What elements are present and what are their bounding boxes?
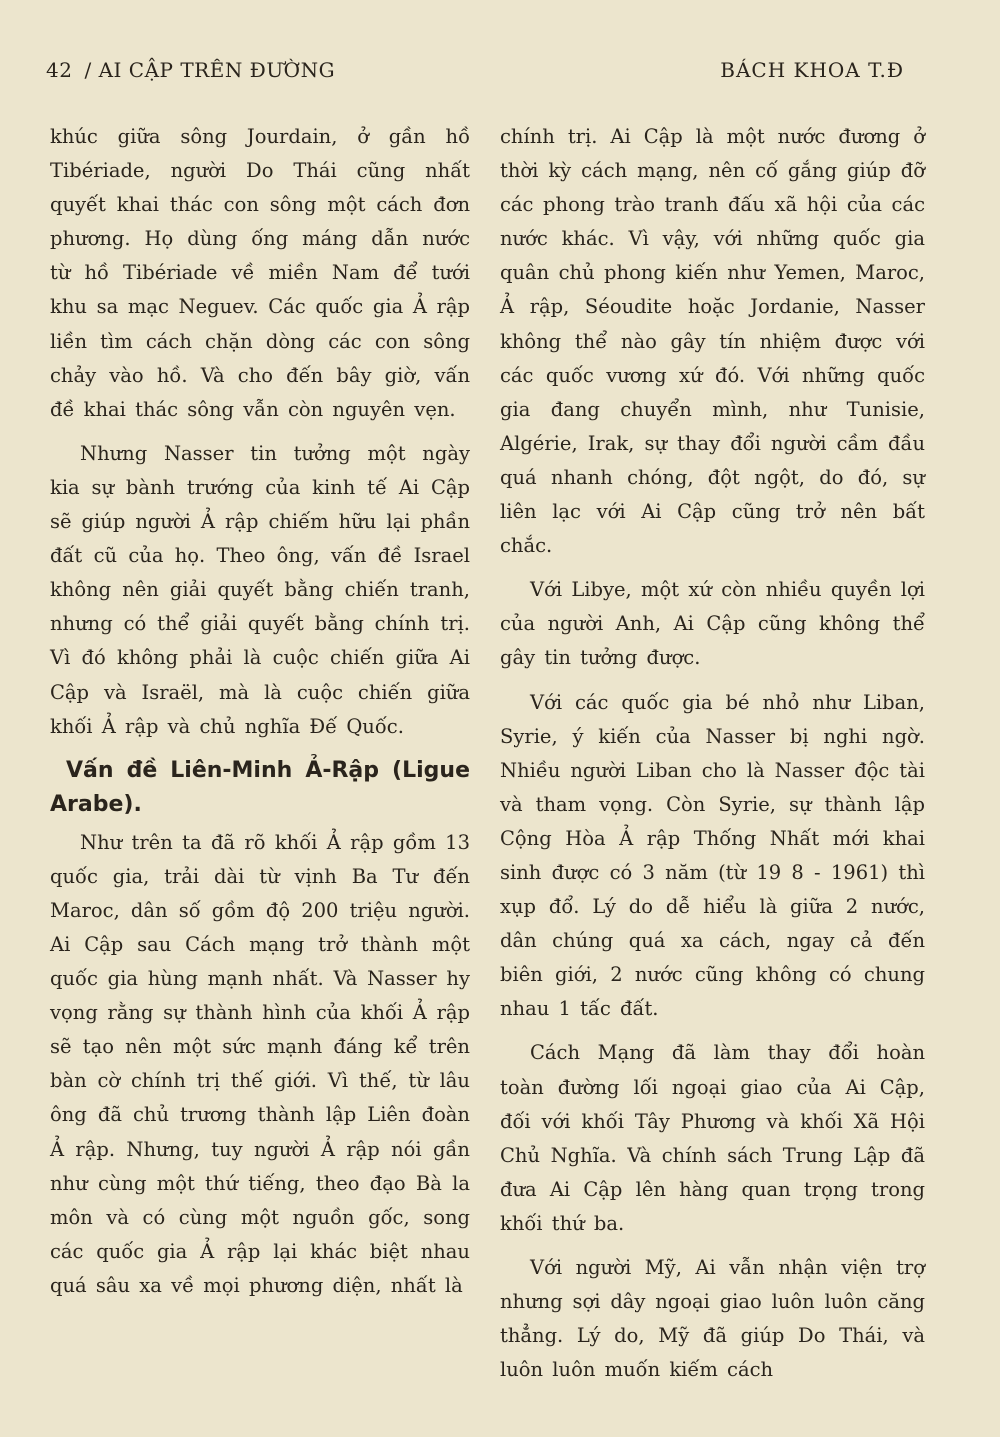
paragraph: chính trị. Ai Cập là một nước đương ở thời kỳ cách mạng, nên cố gắng giúp đỡ các phong trào tranh đấu xã hội của các nước khác. Vì vậy, với những quốc gia quân chủ phong kiến như Yemen, Maroc, Ả rập, Séoudite hoặc Jordanie, Nasser không thể nào gây tín nhiệm được với các quốc vương xứ đó. Với những quốc gia đang chuyển mình, như Tunisie, Algérie, Irak, sự thay đổi người cầm đầu quá nhanh chóng, đột ngột, do đó, sự liên lạc với Ai Cập cũng trở nên bất chắc. (500, 125, 925, 558)
left-column (50, 120, 470, 1313)
paragraph: khúc giữa sông Jourdain, ở gần hồ Tibériade, người Do Thái cũng nhất quyết khai thác con sông một cách đơn phương. Họ dùng ống máng dẫn nước từ hồ Tibériade về miền Nam để tưới khu sa mạc Neguev. Các quốc gia Ả rập liền tìm cách chặn dòng các con sông chảy vào hồ. Và cho đến bây giờ, vấn đề khai thác sông vẫn còn nguyên vẹn. (50, 125, 470, 421)
section-heading: Vấn đề Liên-Minh Ả-Rập (Ligue Arabe). (50, 757, 470, 817)
paragraph: Với các quốc gia bé nhỏ như Liban, Syrie, ý kiến của Nasser bị nghi ngờ. Nhiều người Liban cho là Nasser độc tài và tham vọng. Còn Syrie, sự thành lập Cộng Hòa Ả rập Thống Nhất mới khai sinh được có 3 năm (từ 19 8 - 1961) thì xụp đổ. Lý do dễ hiểu là giữa 2 nước, dân chúng quá xa cách, ngay cả đến biên giới, 2 nước cũng không có chung nhau 1 tấc đất. (500, 690, 925, 1021)
running-head-left (46, 58, 335, 82)
chapter-title: AI CẬP TRÊN ĐƯỜNG (98, 58, 336, 82)
paragraph: Như trên ta đã rõ khối Ả rập gồm 13 quốc gia, trải dài từ vịnh Ba Tư đến Maroc, dân số gồm độ 200 triệu người. Ai Cập sau Cách mạng trở thành một quốc gia hùng mạnh nhất. Và Nasser hy vọng rằng sự thành hình của khối Ả rập sẽ tạo nên một sức mạnh đáng kể trên bàn cờ chính trị thế giới. Vì thế, từ lâu ông đã chủ trương thành lập Liên đoàn Ả rập. Nhưng, tuy người Ả rập nói gần như cùng một thứ tiếng, theo đạo Bà la môn và có cùng một nguồn gốc, song các quốc gia Ả rập lại khác biệt nhau quá sâu xa về mọi phương diện, nhất là (50, 830, 470, 1297)
publication-title: BÁCH KHOA T.Đ (720, 58, 904, 82)
header-separator: / (84, 58, 92, 82)
paragraph: Nhưng Nasser tin tưởng một ngày kia sự bành trướng của kinh tế Ai Cập sẽ giúp người Ả rập chiếm hữu lại phần đất cũ của họ. Theo ông, vấn đề Israel không nên giải quyết bằng chiến tranh, nhưng có thể giải quyết bằng chính trị. Vì đó không phải là cuộc chiến giữa Ai Cập và Israël, mà là cuộc chiến giữa khối Ả rập và chủ nghĩa Đế Quốc. (50, 441, 470, 738)
right-column (500, 120, 925, 1397)
page-header (46, 58, 904, 92)
page-number: 42 (46, 58, 73, 82)
paragraph: Với Libye, một xứ còn nhiều quyền lợi của người Anh, Ai Cập cũng không thể gây tin tưởng được. (500, 578, 925, 670)
paragraph: Với người Mỹ, Ai vẫn nhận viện trợ nhưng sợi dây ngoại giao luôn luôn căng thẳng. Lý do, Mỹ đã giúp Do Thái, và luôn luôn muốn kiếm cách (500, 1256, 925, 1382)
paragraph: Cách Mạng đã làm thay đổi hoàn toàn đường lối ngoại giao của Ai Cập, đối với khối Tây Phương và khối Xã Hội Chủ Nghĩa. Và chính sách Trung Lập đã đưa Ai Cập lên hàng quan trọng trong khối thứ ba. (500, 1041, 925, 1235)
